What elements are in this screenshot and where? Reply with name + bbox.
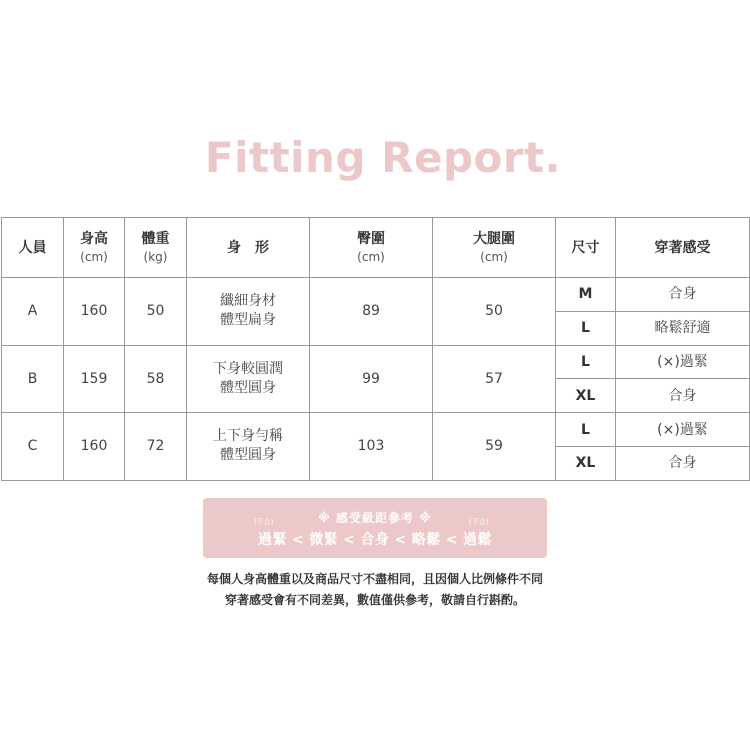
cell-thigh: 57 [433,345,556,413]
header-height-unit: (cm) [80,249,108,264]
fitting-table [1,217,750,481]
disclaimer-notes [0,569,750,611]
header-person: 人員 [2,218,64,278]
cell-hip: 89 [310,278,433,346]
cell-weight: 58 [125,345,187,413]
header-height [64,218,125,278]
table-header-row [2,218,750,278]
header-weight-unit: (kg) [143,249,168,264]
cell-height: 159 [64,345,125,413]
report-title: Fitting Report. [204,133,562,182]
scale-level: 合身 [360,532,390,548]
scale-level: 過緊 [258,532,288,548]
scale-separator: < [292,532,305,548]
cell-shape [187,345,310,413]
cell-thigh: 59 [433,413,556,481]
cell-size: L [556,311,616,345]
cell-shape [187,413,310,481]
scale-note-right: (不合) [469,518,489,526]
cell-feel: 略鬆舒適 [616,311,750,345]
scale-level: 略鬆 [411,532,441,548]
cell-feel: 合身 [616,446,750,480]
header-thigh [433,218,556,278]
cell-size: M [556,278,616,312]
header-thigh-unit: (cm) [480,249,508,264]
cell-weight: 72 [125,413,187,481]
cell-feel: (×)過緊 [616,345,750,379]
cell-thigh: 50 [433,278,556,346]
scale-separator: < [445,532,458,548]
cell-size: L [556,345,616,379]
header-hip-unit: (cm) [357,249,385,264]
table-row [2,278,750,312]
shape-line-2: 體型扁身 [220,312,276,329]
scale-separator: < [343,532,356,548]
cell-feel: (×)過緊 [616,413,750,447]
cell-size: L [556,413,616,447]
cell-size: XL [556,446,616,480]
shape-line-1: 下身較圓潤 [213,360,283,377]
cell-height: 160 [64,413,125,481]
disclaimer-line-1: 每個人身高體重以及商品尺寸不盡相同，且因個人比例條件不同 [206,572,543,586]
scale-title: ※ 感受級距參考 ※ [318,511,432,525]
shape-line-2: 體型圓身 [220,447,276,464]
shape-line-1: 纖細身材 [220,293,276,310]
header-height-label: 身高 [80,230,108,247]
scale-level: 微緊 [309,532,339,548]
cell-person: B [2,345,64,413]
scale-separator: < [394,532,407,548]
fit-scale-legend [203,498,547,558]
shape-line-2: 體型圓身 [220,379,276,396]
cell-shape [187,278,310,346]
shape-line-1: 上下身勻稱 [213,428,283,445]
header-weight [125,218,187,278]
header-thigh-label: 大腿圍 [473,230,515,247]
cell-weight: 50 [125,278,187,346]
cell-size: XL [556,379,616,413]
header-weight-label: 體重 [141,230,170,247]
cell-hip: 99 [310,345,433,413]
table-row [2,413,750,447]
cell-feel: 合身 [616,278,750,312]
header-hip [310,218,433,278]
header-shape: 身 形 [187,218,310,278]
cell-person: C [2,413,64,481]
cell-person: A [2,278,64,346]
scale-level: 過鬆 [462,532,492,548]
cell-feel: 合身 [616,379,750,413]
cell-height: 160 [64,278,125,346]
disclaimer-line-2: 穿著感受會有不同差異，數值僅供參考，敬請自行斟酌。 [224,593,525,607]
table-row [2,345,750,379]
header-size: 尺寸 [556,218,616,278]
header-hip-label: 臀圍 [357,230,385,247]
header-feel: 穿著感受 [616,218,750,278]
cell-hip: 103 [310,413,433,481]
scale-levels [203,529,547,549]
scale-note-left: (不合) [254,518,274,526]
